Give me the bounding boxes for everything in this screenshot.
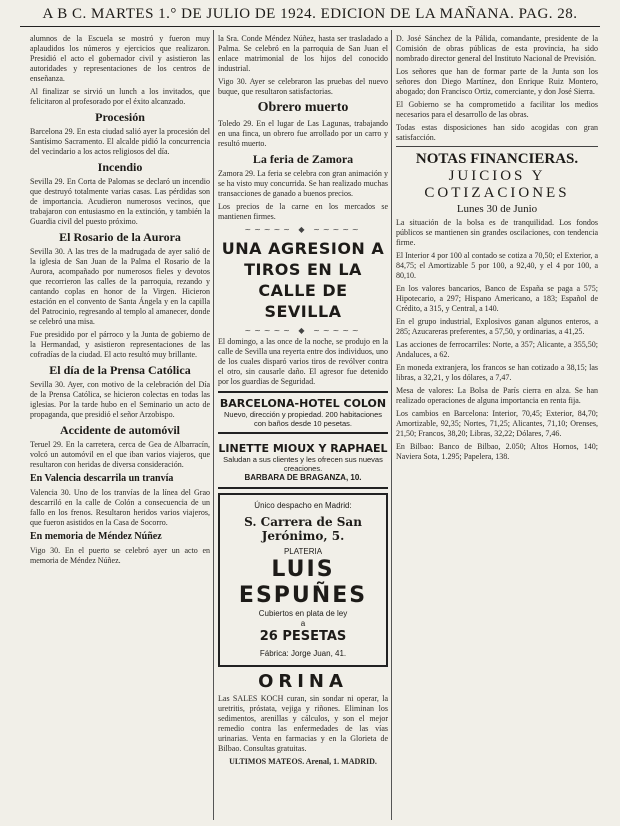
headline-incendio: Incendio xyxy=(97,160,143,174)
page-header: A B C. MARTES 1.° DE JULIO DE 1924. EDICION DE LA MAÑANA. PAG. 28. xyxy=(42,6,578,22)
financial-text: Mesa de valores: La Bolsa de París cierra en alza. Se han realizado operaciones de alguna importancia en renta fija. xyxy=(396,386,598,405)
ad-orina-title: ORINA xyxy=(258,671,348,692)
ad-text: Nuevo, dirección y propiedad. 200 habitaciones con baños desde 10 pesetas. xyxy=(223,410,383,428)
ad-text: PLATERIA xyxy=(283,547,323,556)
financial-text: El Interior 4 por 100 al contado se cotiza a 70,50; el Exterior, a 84,75; el Amortizable 5 por 100, a 92,40, y el 4 por 100, a 80,10. xyxy=(396,251,598,280)
headline-juicios: JUICIOS Y COTIZACIONES xyxy=(424,168,570,201)
article-text: Los precios de la carne en los mercados se mantienen firmes. xyxy=(218,202,388,221)
ad-price: 26 PESETAS xyxy=(259,629,347,644)
article-text: El Gobierno se ha comprometido a facilitar los medios necesarios para el desarrollo de las obras. xyxy=(396,100,598,119)
article-text: Los señores que han de formar parte de la Junta son los señores don Diego Martínez, don Enrique Ruiz Montero, abogado; don Francisco Ortiz, comerciante, y don José Sierra. xyxy=(396,67,598,96)
headline-obrero: Obrero muerto xyxy=(257,100,349,115)
headline-prensa-catolica: El día de la Prensa Católica xyxy=(49,363,191,377)
ad-text: Cubiertos en plata de ley xyxy=(258,609,348,618)
article-text: El domingo, a las once de la noche, se produjo en la calle de Sevilla una reyerta entre dos individuos, uno de los cuales disparó varios tiros de revólver contra el otro, sin causarle daño. El agresor fue detenido por los guardias de Seguridad. xyxy=(218,337,388,386)
column-2 xyxy=(218,34,388,820)
section-divider xyxy=(396,146,598,147)
article-text: la Sra. Conde Méndez Núñez, hasta ser trasladado a Palma. Se celebró en la parroquia de San Juan el enlace matrimonial de los hijos del conocido industrial. xyxy=(218,34,388,73)
column-divider xyxy=(391,30,392,820)
financial-text: La situación de la bolsa es de tranquilidad. Los fondos públicos se mantienen sin grandes oscilaciones, con tendencia firme. xyxy=(396,218,598,247)
headline-agresion: UNA AGRESION A TIROS EN LA CALLE DE SEVILLA xyxy=(221,239,385,321)
ad-orina-address: ULTIMOS MATEOS. Arenal, 1. MADRID. xyxy=(229,757,377,766)
ad-text: Fábrica: Jorge Juan, 41. xyxy=(259,649,347,658)
article-text: Vigo 30. Ayer se celebraron las pruebas del nuevo buque, que resultaron satisfactorias. xyxy=(218,77,388,96)
article-text: Sevilla 29. En Corta de Palomas se declaró un incendio que destruyó totalmente varias casas. Las pérdidas son de importancia. Acudieron numerosos vecinos, que trabajaron con entusiasmo en la extinción, y también la Guardia civil del puesto próximo. xyxy=(30,177,210,226)
headline-notas-financieras: NOTAS FINANCIERAS. xyxy=(415,151,579,167)
headline-rosario: El Rosario de la Aurora xyxy=(59,230,181,244)
article-text: Vigo 30. En el puerto se celebró ayer un acto en memoria de Méndez Núñez. xyxy=(30,546,210,565)
ad-address: S. Carrera de San Jerónimo, 5. xyxy=(244,515,362,543)
ad-title: LINETTE MIOUX Y RAPHAEL xyxy=(218,442,388,455)
ad-address: BARBARA DE BRAGANZA, 10. xyxy=(244,473,362,482)
article-text: Todas estas disposiciones han sido acogidas con gran satisfacción. xyxy=(396,123,598,142)
article-text: Al finalizar se sirvió un lunch a los invitados, que felicitaron al profesorado por el éxito alcanzado. xyxy=(30,87,210,106)
financial-text: Las acciones de ferrocarriles: Norte, a 357; Alicante, a 355,50; Andaluces, a 62. xyxy=(396,340,598,359)
article-text: Valencia 30. Uno de los tranvías de la línea del Grao descarriló en la calle de Colón a consecuencia de un fallo en los frenos. Resultaron heridos varios viajeros, que fueron asistidos en la Casa de Socorro. xyxy=(30,488,210,527)
ad-text: Saludan a sus clientes y les ofrecen sus nuevas creaciones. xyxy=(223,455,383,473)
ad-brand-name: LUIS ESPUÑES xyxy=(238,557,368,608)
article-text: Sevilla 30. Ayer, con motivo de la celebración del Día de la Prensa Católica, se hicieron colectas en todas las iglesias. Por la tarde hubo en el Seminario un acto de propaganda, que presidió el señor Arzobispo. xyxy=(30,380,210,419)
ad-title: BARCELONA-HOTEL COLON xyxy=(219,397,387,410)
ad-orina-text: Las SALES KOCH curan, sin sondar ni operar, la uretritis, próstata, vejiga y riñones. Eliminan los sedimentos, arenillas y cálculos, y son el mejor remedio contra las enfermedades de las vías urinarias. Venta en farmacias y en la Glorieta de Bilbao. Consultas gratuitas. xyxy=(218,694,388,753)
headline-procesion: Procesión xyxy=(95,110,145,124)
column-3 xyxy=(396,34,598,820)
article-text: Teruel 29. En la carretera, cerca de Gea de Albarracín, volcó un automóvil en el que iban varios viajeros, que resultaron con heridas de diversa consideración. xyxy=(30,440,210,469)
article-text: Barcelona 29. En esta ciudad salió ayer la procesión del Santísimo Sacramento. El alcalde pidió la concurrencia del vecindario a los actos religiosos del día. xyxy=(30,127,210,156)
financial-text: Los cambios en Barcelona: Interior, 70,45; Exterior, 84,70; Amortizable, 92,35; Nortes, 71,25; Alicantes, 71,10; Orenses, 21,50; Francos, 38,20; Libras, 32,22; Dólares, 7,46. xyxy=(396,409,598,438)
article-text: D. José Sánchez de la Pálida, comandante, presidente de la Comisión de obras públicas de esta provincia, ha sido nombrado director general del Instituto Nacional de Previsión. xyxy=(396,34,598,63)
article-text: Fue presidido por el párroco y la Junta de gobierno de la Hermandad, y asistieron representaciones de las cofradías de la ciudad. El acto resultó muy brillante. xyxy=(30,330,210,359)
ad-linette-mioux xyxy=(218,438,388,489)
ad-text: Único despacho en Madrid: xyxy=(254,501,352,510)
header-rule xyxy=(20,26,600,27)
column-1 xyxy=(30,34,210,820)
financial-text: En moneda extranjera, los francos se han cotizado a 38,15; las libras, a 32,21, y los dólares, a 7,47. xyxy=(396,363,598,382)
headline-accidente: Accidente de automóvil xyxy=(60,423,180,437)
article-text: Toledo 29. En el lugar de Las Lagunas, trabajando en una finca, un obrero fue arrollado por un carro y resultó muerto. xyxy=(218,119,388,148)
article-text: Sevilla 30. A las tres de la madrugada de ayer salió de la iglesia de San Juan de la Palma el Rosario de la Aurora, acompañado por numerosos fieles y devotos que recorrieron las calles de la parroquia, rezando y cantando coplas en honor de la Virgen. Hicieron estación en el convento de Santa Ángela y en la capilla del Patrocinio, regresando al templo al amanecer, donde se celebró una misa. xyxy=(30,247,210,326)
financial-text: En el grupo industrial, Explosivos ganan algunos enteros, a 285; Azucareras preferentes, a 57,50, y ordinarias, a 41,25. xyxy=(396,317,598,336)
ornament-divider: ~~~~~ ◆ ~~~~~ xyxy=(244,225,362,234)
ad-text: a xyxy=(300,619,306,628)
report-date: Lunes 30 de Junio xyxy=(456,203,538,215)
headline-tranvia: En Valencia descarrila un tranvía xyxy=(30,473,174,484)
ad-luis-espunes xyxy=(218,493,388,667)
financial-text: En los valores bancarios, Banco de España se paga a 575; Hipotecario, a 297; Hispano Americano, a 183; Español de Crédito, a 315, y Central, a 140. xyxy=(396,284,598,313)
article-text: Zamora 29. La feria se celebra con gran animación y se ha visto muy concurrida. Se han realizado muchas transacciones de ganado a buenos precios. xyxy=(218,169,388,198)
headline-mendez-nunez: En memoria de Méndez Núñez xyxy=(30,531,162,542)
article-text: alumnos de la Escuela se mostró y fueron muy aplaudidos los números y ejercicios que realizaron. Presidió el acto el gobernador civil y asistieron las autoridades y representaciones de los centros de enseñanza. xyxy=(30,34,210,83)
headline-feria: La feria de Zamora xyxy=(252,152,354,166)
column-divider xyxy=(213,30,214,820)
ornament-divider: ~~~~~ ◆ ~~~~~ xyxy=(244,326,362,335)
ad-hotel-colon xyxy=(218,391,388,434)
financial-text: En Bilbao: Banco de Bilbao, 2.050; Altos Hornos, 140; Naviera Sota, 1.295; Papelera, 138. xyxy=(396,442,598,461)
